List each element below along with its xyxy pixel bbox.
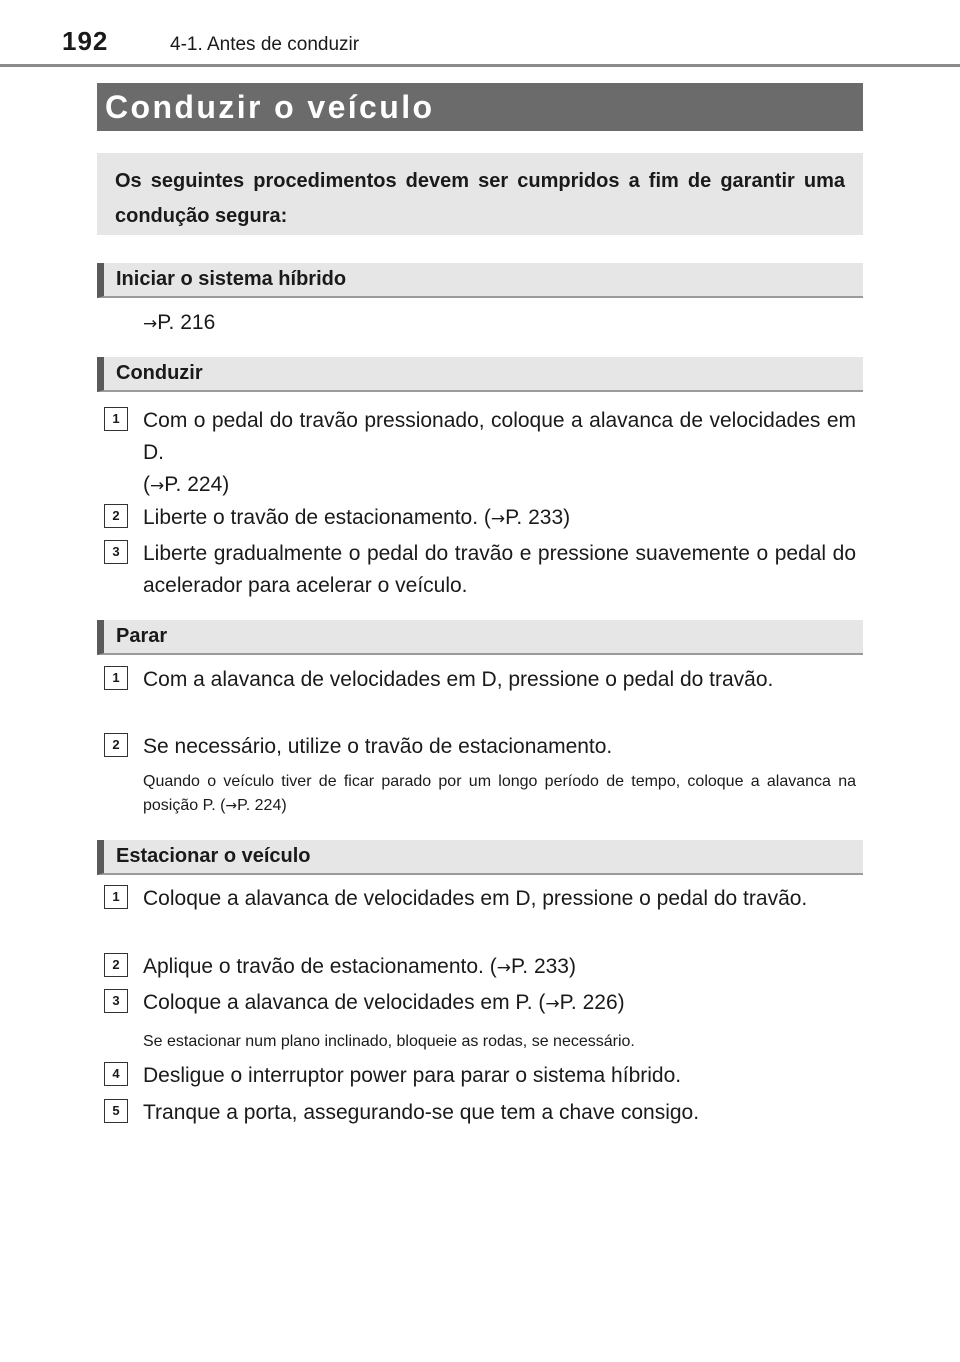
step-number-badge: 2 <box>104 504 128 528</box>
page-ref: P. 216 <box>157 311 216 334</box>
park-step-1 <box>104 883 856 915</box>
page-ref[interactable]: P. 226 <box>559 991 618 1014</box>
ref-close: ) <box>222 473 230 496</box>
park-step-3 <box>104 987 856 1020</box>
heading-start-hybrid <box>97 263 863 298</box>
park-step-4 <box>104 1060 856 1092</box>
step-text: Com a alavanca de velocidades em D, pressione o pedal do travão. <box>143 668 774 691</box>
step-text: Tranque a porta, assegurando-se que tem a chave consigo. <box>143 1101 700 1124</box>
heading-drive <box>97 357 863 392</box>
step-number-badge: 1 <box>104 407 128 431</box>
step-text <box>143 987 856 1020</box>
step-number-badge: 2 <box>104 953 128 977</box>
step-number-badge: 1 <box>104 666 128 690</box>
stop-step-1 <box>104 664 856 696</box>
page-ref[interactable]: P. 233 <box>505 506 564 529</box>
step-text-main: Coloque a alavanca de velocidades em P. ( <box>143 991 546 1014</box>
step-text-main: Liberte o travão de estacionamento. ( <box>143 506 491 529</box>
heading-label: Parar <box>116 625 168 647</box>
heading-label: Conduzir <box>116 362 203 384</box>
step-text: Liberte gradualmente o pedal do travão e pressione suavemente o pedal do acelerador para acelerar o veículo. <box>143 542 856 597</box>
arrow-right-icon: → <box>490 509 506 529</box>
start-reference[interactable] <box>143 311 215 335</box>
note-text: Quando o veículo tiver de ficar parado por um longo período de tempo, coloque a alavanca na posição P. ( <box>143 773 856 814</box>
heading-stop <box>97 620 863 655</box>
park-step-5 <box>104 1097 856 1129</box>
drive-step-2 <box>104 502 856 535</box>
step-text-main: Com o pedal do travão pressionado, coloque a alavanca de velocidades em D. <box>143 409 856 464</box>
step-number-badge: 4 <box>104 1062 128 1086</box>
step-text <box>143 405 856 502</box>
step-number-badge: 2 <box>104 733 128 757</box>
park-step-2 <box>104 951 856 984</box>
ref-open: ( <box>143 473 150 496</box>
arrow-right-icon: → <box>143 314 158 334</box>
drive-step-3 <box>104 538 856 602</box>
arrow-right-icon: → <box>545 994 560 1014</box>
step-number-badge: 3 <box>104 989 128 1013</box>
step-text <box>143 951 856 984</box>
ref-close: ) <box>617 991 625 1014</box>
stop-note <box>143 770 856 818</box>
arrow-right-icon: → <box>150 476 165 496</box>
intro-text: Os seguintes procedimentos devem ser cumpridos a fim de garantir uma condução segura: <box>115 170 845 227</box>
page-ref[interactable]: P. 233 <box>510 955 569 978</box>
heading-label: Iniciar o sistema híbrido <box>116 268 347 290</box>
page-ref[interactable]: P. 224 <box>237 797 282 814</box>
section-reference: 4-1. Antes de conduzir <box>170 34 360 55</box>
ref-close: ) <box>563 506 571 529</box>
page-ref[interactable]: P. 224 <box>164 473 223 496</box>
arrow-right-icon: → <box>225 798 238 814</box>
heading-label: Estacionar o veículo <box>116 845 311 867</box>
page-title: Conduzir o veículo <box>105 89 435 125</box>
intro-box <box>97 153 863 235</box>
ref-close: ) <box>281 797 287 814</box>
step-number-badge: 3 <box>104 540 128 564</box>
drive-step-1 <box>104 405 856 502</box>
step-text <box>143 502 856 535</box>
heading-park <box>97 840 863 875</box>
page-title-bar <box>97 83 863 131</box>
stop-step-2 <box>104 731 856 763</box>
park-note: Se estacionar num plano inclinado, bloqueie as rodas, se necessário. <box>143 1033 635 1050</box>
step-text: Coloque a alavanca de velocidades em D, pressione o pedal do travão. <box>143 887 808 910</box>
page-number: 192 <box>62 26 109 56</box>
step-number-badge: 5 <box>104 1099 128 1123</box>
step-text-main: Aplique o travão de estacionamento. ( <box>143 955 497 978</box>
arrow-right-icon: → <box>496 958 511 978</box>
step-number-badge: 1 <box>104 885 128 909</box>
step-text: Se necessário, utilize o travão de estacionamento. <box>143 735 613 758</box>
step-text: Desligue o interruptor power para parar o sistema híbrido. <box>143 1064 682 1087</box>
top-rule <box>0 64 960 67</box>
ref-close: ) <box>568 955 576 978</box>
